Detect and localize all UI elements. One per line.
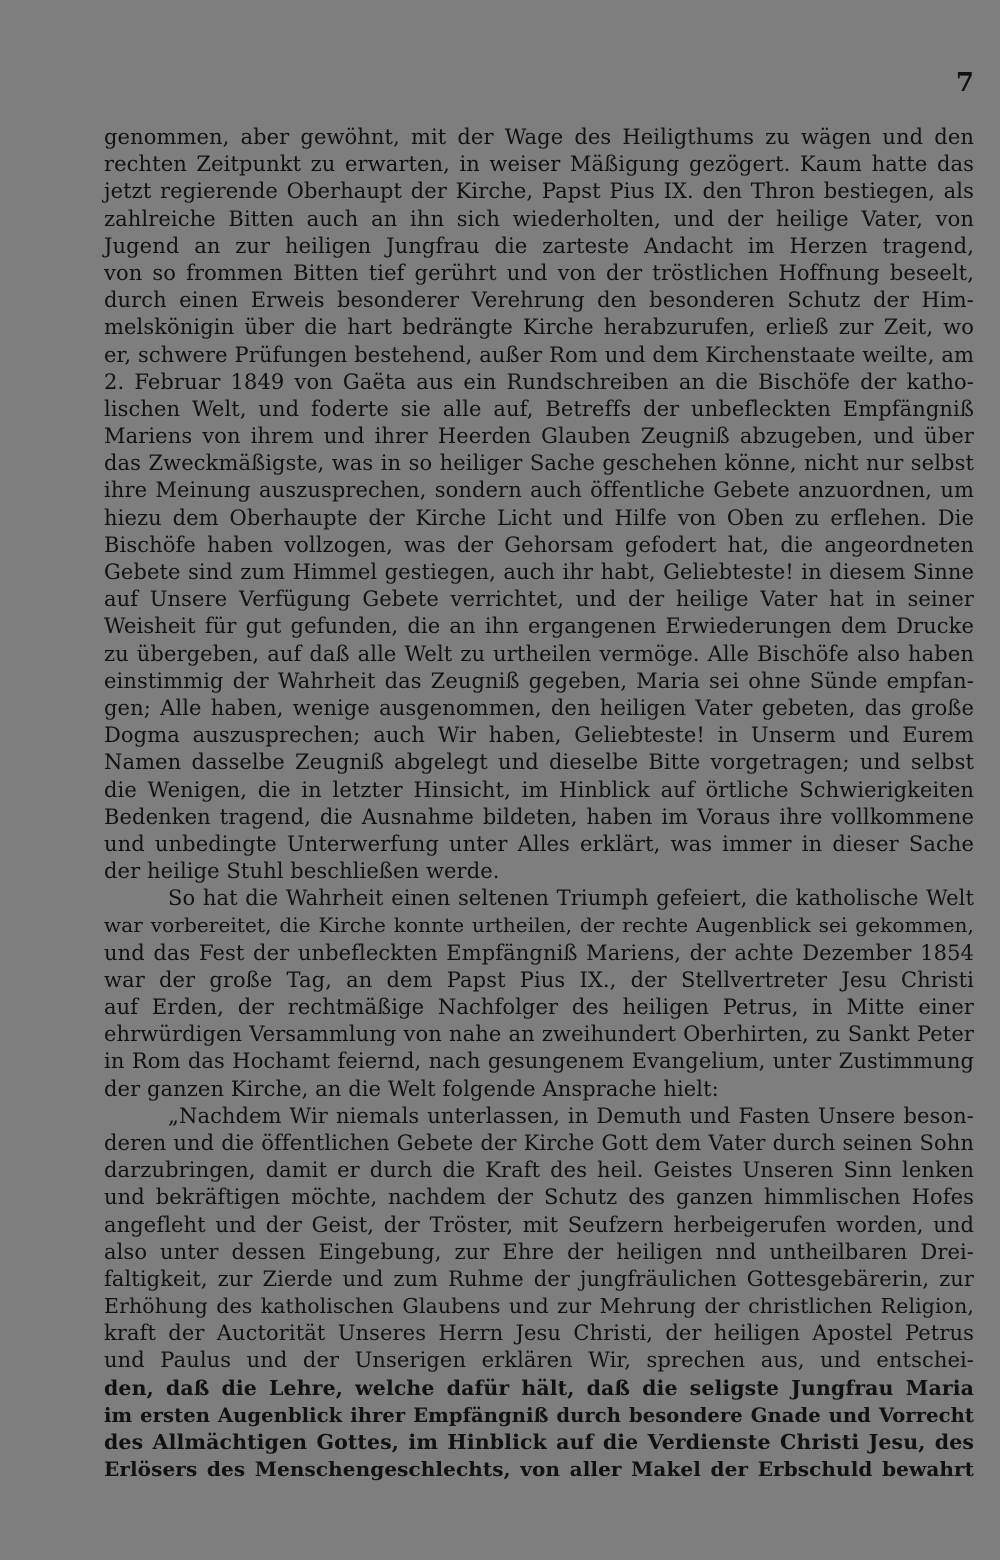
text-line: den, daß die Lehre, welche dafür hält, daß die seligste Jungfrau Maria (104, 1375, 974, 1400)
text-line: angefleht und der Geist, der Tröster, mit Seufzern herbeigerufen worden, und (104, 1212, 974, 1237)
text-line: war der große Tag, an dem Papst Pius IX., der Stellvertreter Jesu Christi (104, 967, 974, 992)
text-line: 2. Februar 1849 von Gaëta aus ein Rundschreiben an die Bischöfe der katho- (104, 369, 974, 394)
body-text (104, 124, 974, 1483)
text-line: Weisheit für gut gefunden, die an ihn ergangenen Erwiederungen dem Drucke (104, 614, 974, 639)
page-number: 7 (955, 68, 974, 98)
text-line: zu übergeben, auf daß alle Welt zu urtheilen vermöge. Alle Bischöfe also haben (104, 641, 974, 666)
text-line: von so frommen Bitten tief gerührt und von der tröstlichen Hoffnung beseelt, (104, 260, 974, 285)
text-line: Jugend an zur heiligen Jungfrau die zarteste Andacht im Herzen tragend, (104, 233, 974, 258)
text-line: also unter dessen Eingebung, zur Ehre der heiligen nnd untheilbaren Drei- (104, 1239, 974, 1264)
text-line: war vorbereitet, die Kirche konnte urtheilen, der rechte Augenblick sei gekommen, (104, 913, 974, 938)
text-line: deren und die öffentlichen Gebete der Kirche Gott dem Vater durch seinen Sohn (104, 1130, 974, 1155)
text-line: „Nachdem Wir niemals unterlassen, in Demuth und Fasten Unsere beson- (168, 1103, 974, 1128)
text-line: und das Fest der unbefleckten Empfängniß Mariens, der achte Dezember 1854 (104, 940, 974, 965)
text-line: jetzt regierende Oberhaupt der Kirche, Papst Pius IX. den Thron bestiegen, als (104, 179, 974, 204)
text-line: Mariens von ihrem und ihrer Heerden Glauben Zeugniß abzugeben, und über (104, 424, 974, 449)
text-line: Bedenken tragend, die Ausnahme bildeten, haben im Voraus ihre vollkommene (104, 804, 974, 829)
text-line: das Zweckmäßigste, was in so heiliger Sache geschehen könne, nicht nur selbst (104, 451, 974, 476)
text-line: auf Unsere Verfügung Gebete verrichtet, und der heilige Vater hat in seiner (104, 587, 974, 612)
text-line: lischen Welt, und foderte sie alle auf, Betreffs der unbefleckten Empfängniß (104, 396, 974, 421)
text-line: ehrwürdigen Versammlung von nahe an zweihundert Oberhirten, zu Sankt Peter (104, 1022, 974, 1047)
text-line: darzubringen, damit er durch die Kraft des heil. Geistes Unseren Sinn lenken (104, 1158, 974, 1183)
text-line: des Allmächtigen Gottes, im Hinblick auf die Verdienste Christi Jesu, des (104, 1430, 974, 1454)
text-line: und Paulus und der Unserigen erklären Wir, sprechen aus, und entschei- (104, 1348, 974, 1373)
text-line: Namen dasselbe Zeugniß abgelegt und dieselbe Bitte vorgetragen; und selbst (104, 750, 974, 775)
text-line: hiezu dem Oberhaupte der Kirche Licht und Hilfe von Oben zu erflehen. Die (104, 505, 974, 530)
text-line: So hat die Wahrheit einen seltenen Triumph gefeiert, die katholische Welt (168, 886, 974, 911)
text-line: einstimmig der Wahrheit das Zeugniß gegeben, Maria sei ohne Sünde empfan- (104, 668, 974, 693)
text-line: durch einen Erweis besonderer Verehrung den besonderen Schutz der Him- (104, 288, 974, 313)
text-line: er, schwere Prüfungen bestehend, außer Rom und dem Kirchenstaate weilte, am (104, 342, 974, 367)
text-line: Erlösers des Menschengeschlechts, von aller Makel der Erbschuld bewahrt (104, 1457, 974, 1482)
text-line: der ganzen Kirche, an die Welt folgende Ansprache hielt: (104, 1076, 719, 1101)
text-line: auf Erden, der rechtmäßige Nachfolger des heiligen Petrus, in Mitte einer (104, 995, 974, 1019)
text-line: Gebete sind zum Himmel gestiegen, auch ihr habt, Geliebteste! in diesem Sinne (104, 560, 974, 584)
text-line: ihre Meinung auszusprechen, sondern auch öffentliche Gebete anzuordnen, um (104, 478, 974, 503)
text-line: Dogma auszusprechen; auch Wir haben, Geliebteste! in Unserm und Eurem (104, 723, 974, 748)
text-line: melskönigin über die hart bedrängte Kirche herabzurufen, erließ zur Zeit, wo (104, 315, 974, 340)
text-line: Bischöfe haben vollzogen, was der Gehorsam gefodert hat, die angeordneten (104, 532, 974, 557)
text-line: der heilige Stuhl beschließen werde. (104, 859, 500, 884)
text-line: kraft der Auctorität Unseres Herrn Jesu Christi, der heiligen Apostel Petrus (104, 1321, 974, 1346)
text-line: gen; Alle haben, wenige ausgenommen, den heiligen Vater gebeten, das große (104, 695, 974, 720)
text-line: faltigkeit, zur Zierde und zum Ruhme der jungfräulichen Gottesgebärerin, zur (104, 1266, 974, 1291)
text-line: genommen, aber gewöhnt, mit der Wage des Heiligthums zu wägen und den (104, 125, 974, 149)
text-line: in Rom das Hochamt feiernd, nach gesungenem Evangelium, unter Zustimmung (104, 1049, 974, 1074)
text-line: und bekräftigen möchte, nachdem der Schutz des ganzen himmlischen Hofes (104, 1185, 974, 1210)
text-line: und unbedingte Unterwerfung unter Alles erklärt, was immer in dieser Sache (104, 831, 974, 856)
text-line: die Wenigen, die in letzter Hinsicht, im Hinblick auf örtliche Schwierigkeiten (104, 777, 974, 802)
text-line: zahlreiche Bitten auch an ihn sich wiederholten, und der heilige Vater, von (104, 206, 974, 231)
text-line: Erhöhung des katholischen Glaubens und zur Mehrung der christlichen Religion, (104, 1294, 974, 1319)
text-line: im ersten Augenblick ihrer Empfängniß durch besondere Gnade und Vorrecht (104, 1403, 974, 1427)
text-line: rechten Zeitpunkt zu erwarten, in weiser Mäßigung gezögert. Kaum hatte das (104, 152, 974, 177)
